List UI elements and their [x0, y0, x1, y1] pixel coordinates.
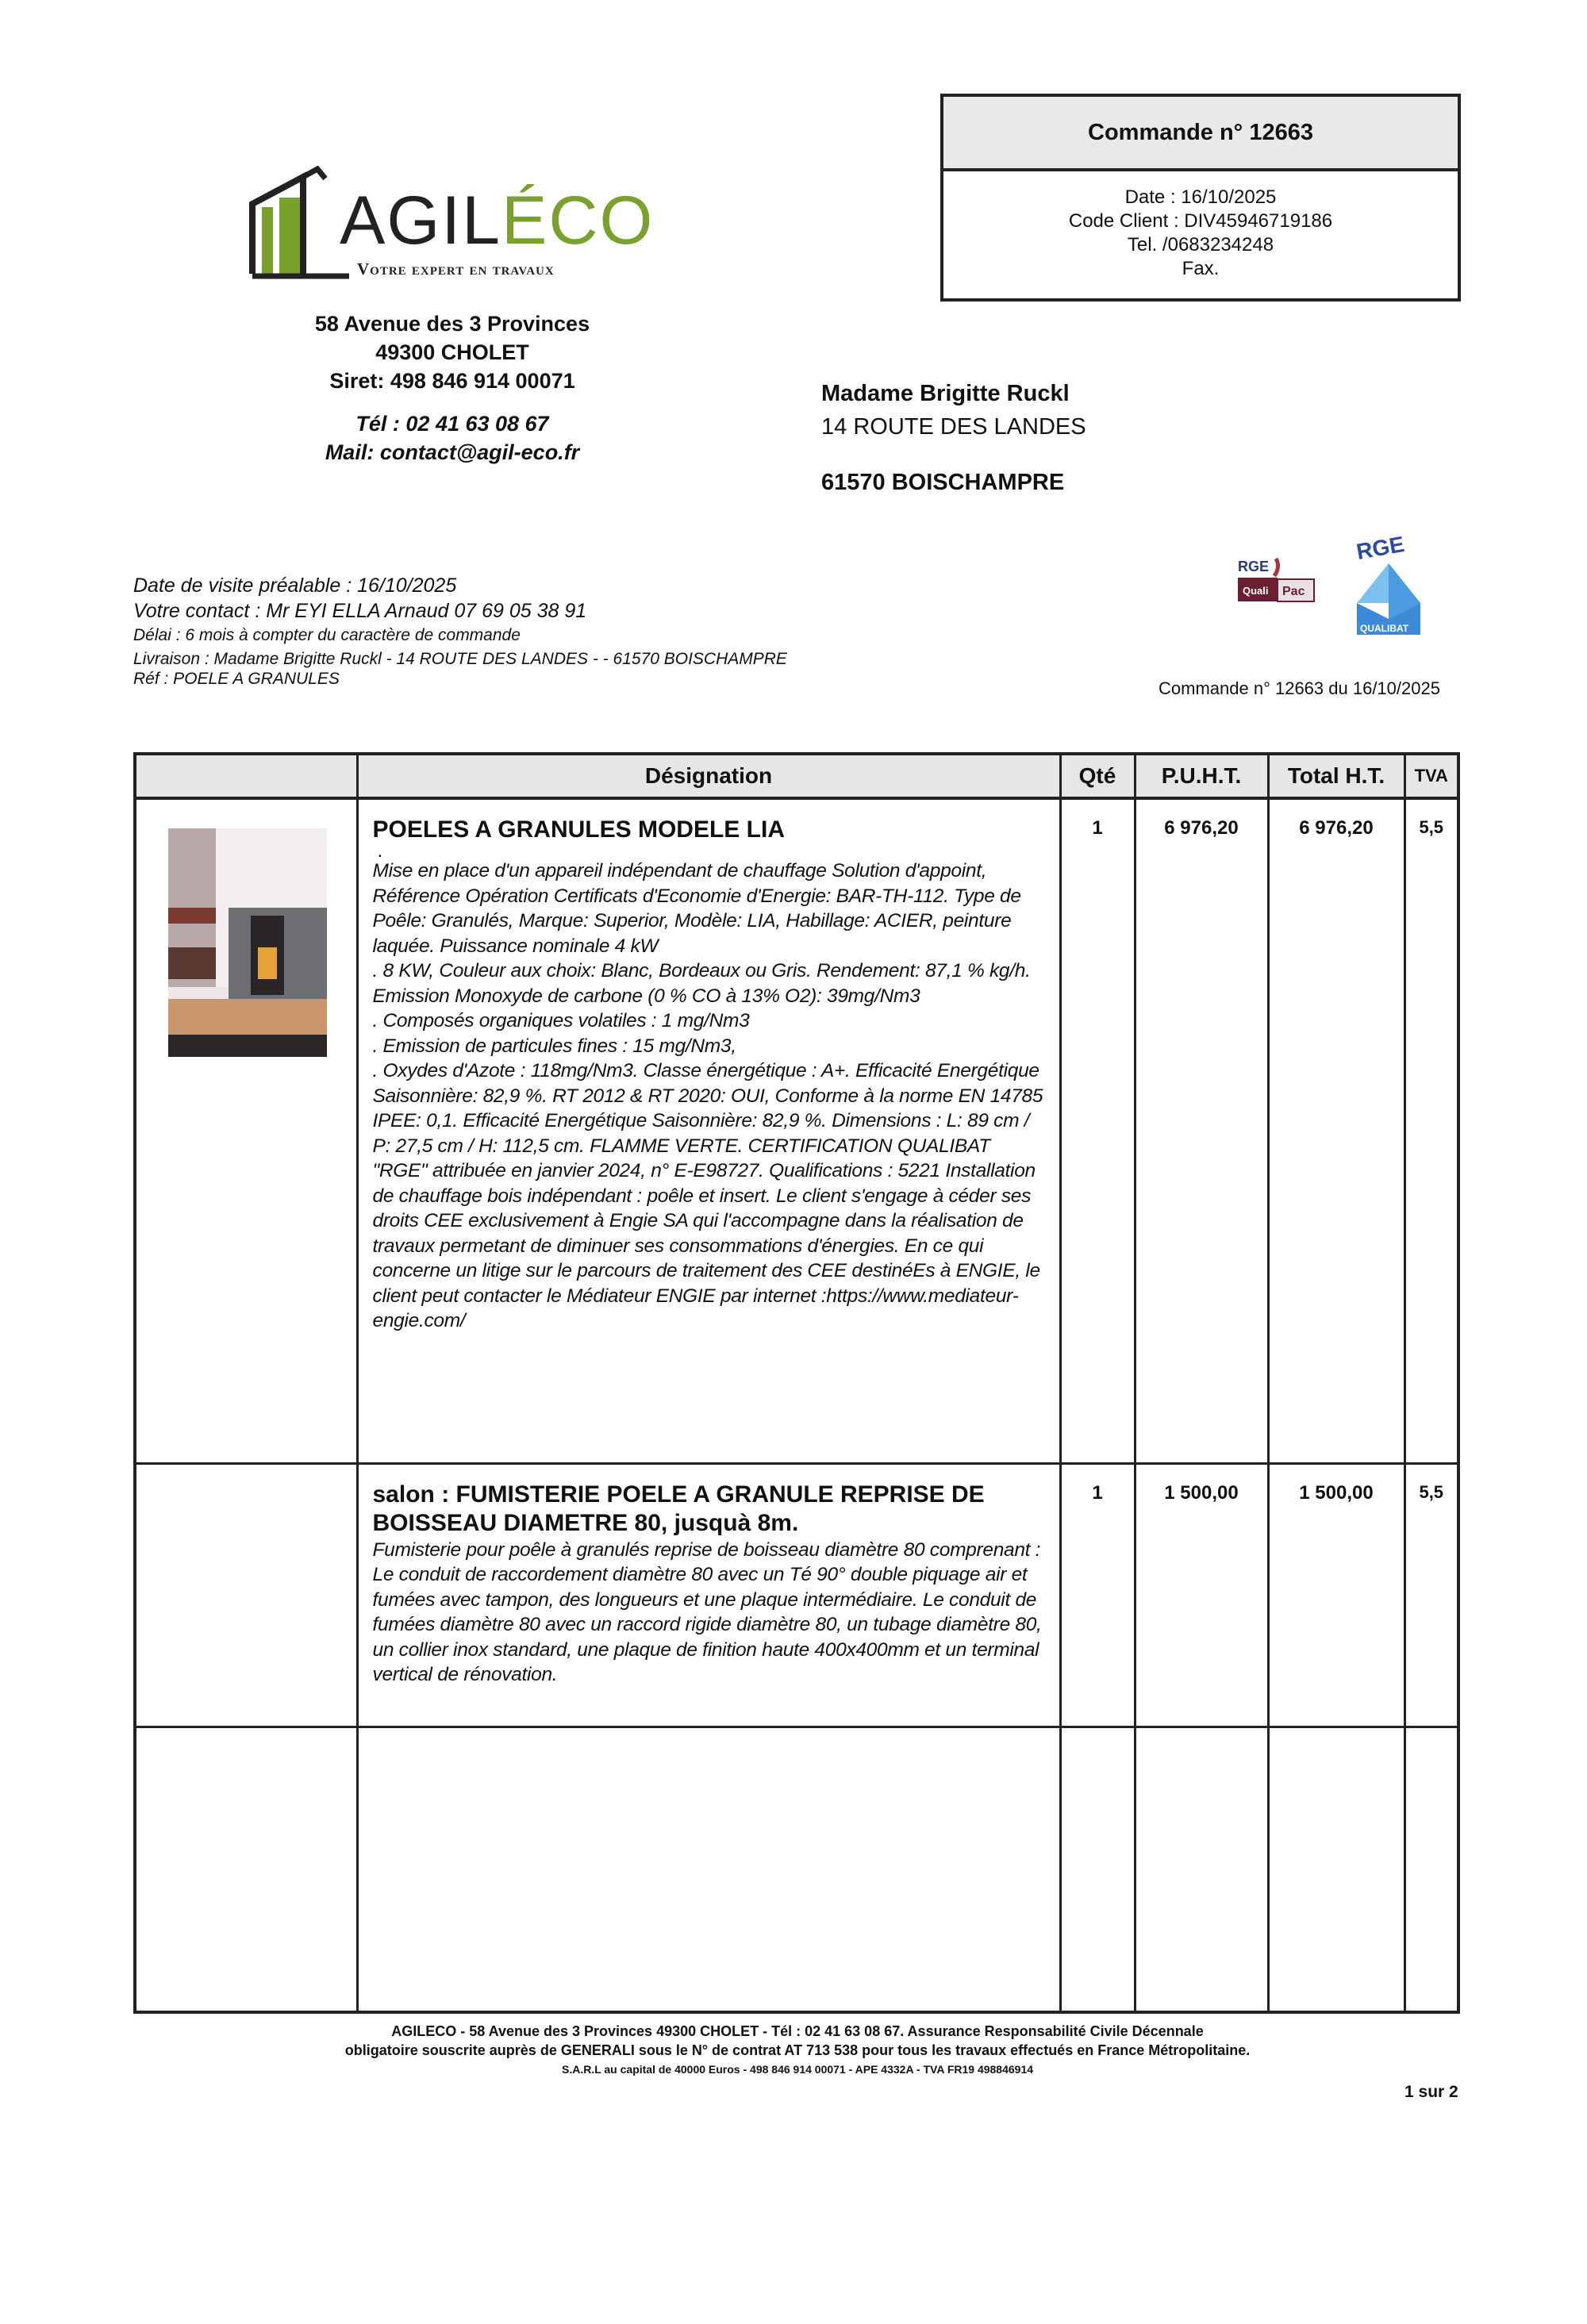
svg-text:Pac: Pac: [1282, 585, 1305, 598]
svg-text:QUALIBAT: QUALIBAT: [1360, 623, 1409, 634]
footer: [135, 2022, 1460, 2079]
footer-line-3: S.A.R.L au capital de 40000 Euros - 498 846 914 00071 - APE 4332A - TVA FR19 498846914: [561, 2063, 1034, 2076]
item-total: 6 976,20: [1268, 798, 1404, 1463]
order-title: Commande n° 12663: [943, 97, 1458, 171]
client-street: 14 ROUTE DES LANDES: [821, 414, 1086, 440]
company-logo: [246, 163, 659, 290]
client-code: Code Client : DIV45946719186: [1068, 210, 1333, 232]
item-image-cell: [136, 1463, 357, 1727]
order-info-box: [940, 94, 1461, 302]
item-designation: [357, 1463, 1060, 1727]
client-address: [821, 377, 1086, 499]
contact-person: Votre contact : Mr EYI ELLA Arnaud 07 69 05 38 91: [133, 600, 587, 622]
order-reference-date: Commande n° 12663 du 16/10/2025: [1159, 678, 1440, 698]
svg-text:Quali: Quali: [1243, 585, 1269, 597]
item-designation: [357, 798, 1060, 1463]
company-street: 58 Avenue des 3 Provinces: [314, 312, 590, 336]
footer-line-1: AGILECO - 58 Avenue des 3 Provinces 49300 CHOLET - Tél : 02 41 63 08 67. Assurance Responsabilité Civile Décennale: [391, 2023, 1204, 2039]
delivery-delay: Délai : 6 mois à compter du caractère de commande: [133, 626, 521, 644]
header-total: Total H.T.: [1268, 755, 1404, 798]
item-description: Fumisterie pour poêle à granulés reprise de boisseau diamètre 80 comprenant : Le conduit de raccordement diamètre 80 avec un Té 90° double piquage air et fumées avec tampon, des longueurs et une plaque intermédiaire. Le conduit de fumées diamètre 80 avec un raccord rigide diamètre 80, un tubage diamètre 80, un collier inox standard, une plaque de finition haute 400x400mm et un terminal vertical de rénovation.: [372, 1538, 1042, 1685]
table-empty-row: [136, 1727, 1457, 2011]
client-name: Madame Brigitte Ruckl: [821, 381, 1070, 406]
client-city: 61570 BOISCHAMPRE: [821, 470, 1065, 495]
table-row: [136, 798, 1457, 1463]
header-image: [136, 755, 357, 798]
pellet-stove-image: [168, 828, 327, 1057]
item-tva: 5,5: [1404, 1463, 1457, 1727]
house-logo-icon: [246, 163, 349, 290]
logo-text-agil: AGIL: [340, 182, 501, 259]
item-qty: 1: [1060, 1463, 1135, 1727]
client-fax: Fax.: [1182, 258, 1220, 279]
header-unit-price: P.U.H.T.: [1135, 755, 1268, 798]
rge-qualibat-logo: [1349, 532, 1428, 639]
delivery-address: Livraison : Madame Brigitte Ruckl - 14 ROUTE DES LANDES - - 61570 BOISCHAMPRE: [133, 650, 787, 668]
item-qty: 1: [1060, 798, 1135, 1463]
footer-line-2: obligatoire souscrite auprès de GENERALI sous le N° de contrat AT 713 538 pour tous les travaux effectués en France Métropolitaine.: [344, 2042, 1251, 2058]
order-date: Date : 16/10/2025: [1124, 186, 1277, 208]
company-phone: Tél : 02 41 63 08 67: [355, 412, 549, 436]
rge-qualipac-logo: [1235, 555, 1317, 608]
item-total: 1 500,00: [1268, 1463, 1404, 1727]
rge-qualibat-icon: [1349, 532, 1428, 639]
table-row: [136, 1463, 1457, 1727]
rge-qualipac-icon: [1235, 555, 1317, 608]
item-unit-price: 6 976,20: [1135, 798, 1268, 1463]
company-city: 49300 CHOLET: [375, 340, 529, 364]
item-tva: 5,5: [1404, 798, 1457, 1463]
pellet-stove-photo: [168, 828, 327, 1057]
logo-tagline: Votre expert en travaux: [357, 259, 555, 278]
item-unit-price: 1 500,00: [1135, 1463, 1268, 1727]
logo-wordmark: [340, 182, 655, 259]
company-siret: Siret: 498 846 914 00071: [329, 369, 575, 393]
items-table: [133, 752, 1460, 2014]
company-address: [238, 309, 667, 467]
page-number: 1 sur 2: [1404, 2083, 1458, 2101]
item-title: salon : FUMISTERIE POELE A GRANULE REPRISE DE BOISSEAU DIAMETRE 80, jusquà 8m.: [372, 1481, 985, 1536]
item-bullet: .: [377, 840, 383, 862]
visit-date: Date de visite préalable : 16/10/2025: [133, 574, 457, 597]
svg-text:RGE: RGE: [1238, 559, 1270, 574]
company-email[interactable]: Mail: contact@agil-eco.fr: [325, 440, 580, 464]
header-designation: Désignation: [357, 755, 1060, 798]
item-title: POELES A GRANULES MODELE LIA: [372, 816, 785, 843]
header-qty: Qté: [1060, 755, 1135, 798]
visit-info: [133, 573, 787, 687]
table-header-row: [136, 755, 1457, 798]
order-reference: Réf : POELE A GRANULES: [133, 670, 340, 688]
svg-text:RGE: RGE: [1354, 532, 1407, 565]
logo-text-eco: ÉCO: [501, 182, 655, 259]
item-image-cell: [136, 798, 357, 1463]
item-description: Mise en place d'un appareil indépendant de chauffage Solution d'appoint, Référence Opération Certificats d'Economie d'Energie: BAR-TH-112. Type de Poêle: Granulés, Marque: Superior, Modèle: LIA, Habillage: ACIER, peinture laquée. Puissance nominale 4 kW . 8 KW, Couleur aux choix: Blanc, Bordeaux ou Gris. Rendement: 87,1 % kg/h. Emission Monoxyde de carbone (0 % CO à 13% O2): 39mg/Nm3 . Composés organiques volatiles : 1 mg/Nm3 . Emission de particules fines : 15 mg/Nm3, . Oxydes d'Azote : 118mg/Nm3. Classe énergétique : A+. Efficacité Energétique Saisonnière: 82,9 %. RT 2012 & RT 2020: OUI, Conforme à la norme EN 14785 IPEE: 0,1. Efficacité Energétique Saisonnière: 82,9 %. Dimensions : L: 89 cm / P: 27,5 cm / H: 112,5 cm. FLAMME VERTE. CERTIFICATION QUALIBAT "RGE" attribuée en janvier 2024, n° E-E98727. Qualifications : 5221 Installation de chauffage bois indépendant : poêle et insert. Le client s'engage à céder ses droits CEE exclusivement à Engie SA qui l'accompagne dans la réalisation de travaux permetant de diminuer ses consommations d'énergies. En ce qui concerne un litige sur le parcours de traitement des CEE destinéEs à ENGIE, le client peut contacter le Médiateur ENGIE par internet :https://www.mediateur-engie.com/: [372, 860, 1043, 1331]
header-tva: TVA: [1404, 755, 1457, 798]
client-phone: Tel. /0683234248: [1127, 234, 1274, 255]
